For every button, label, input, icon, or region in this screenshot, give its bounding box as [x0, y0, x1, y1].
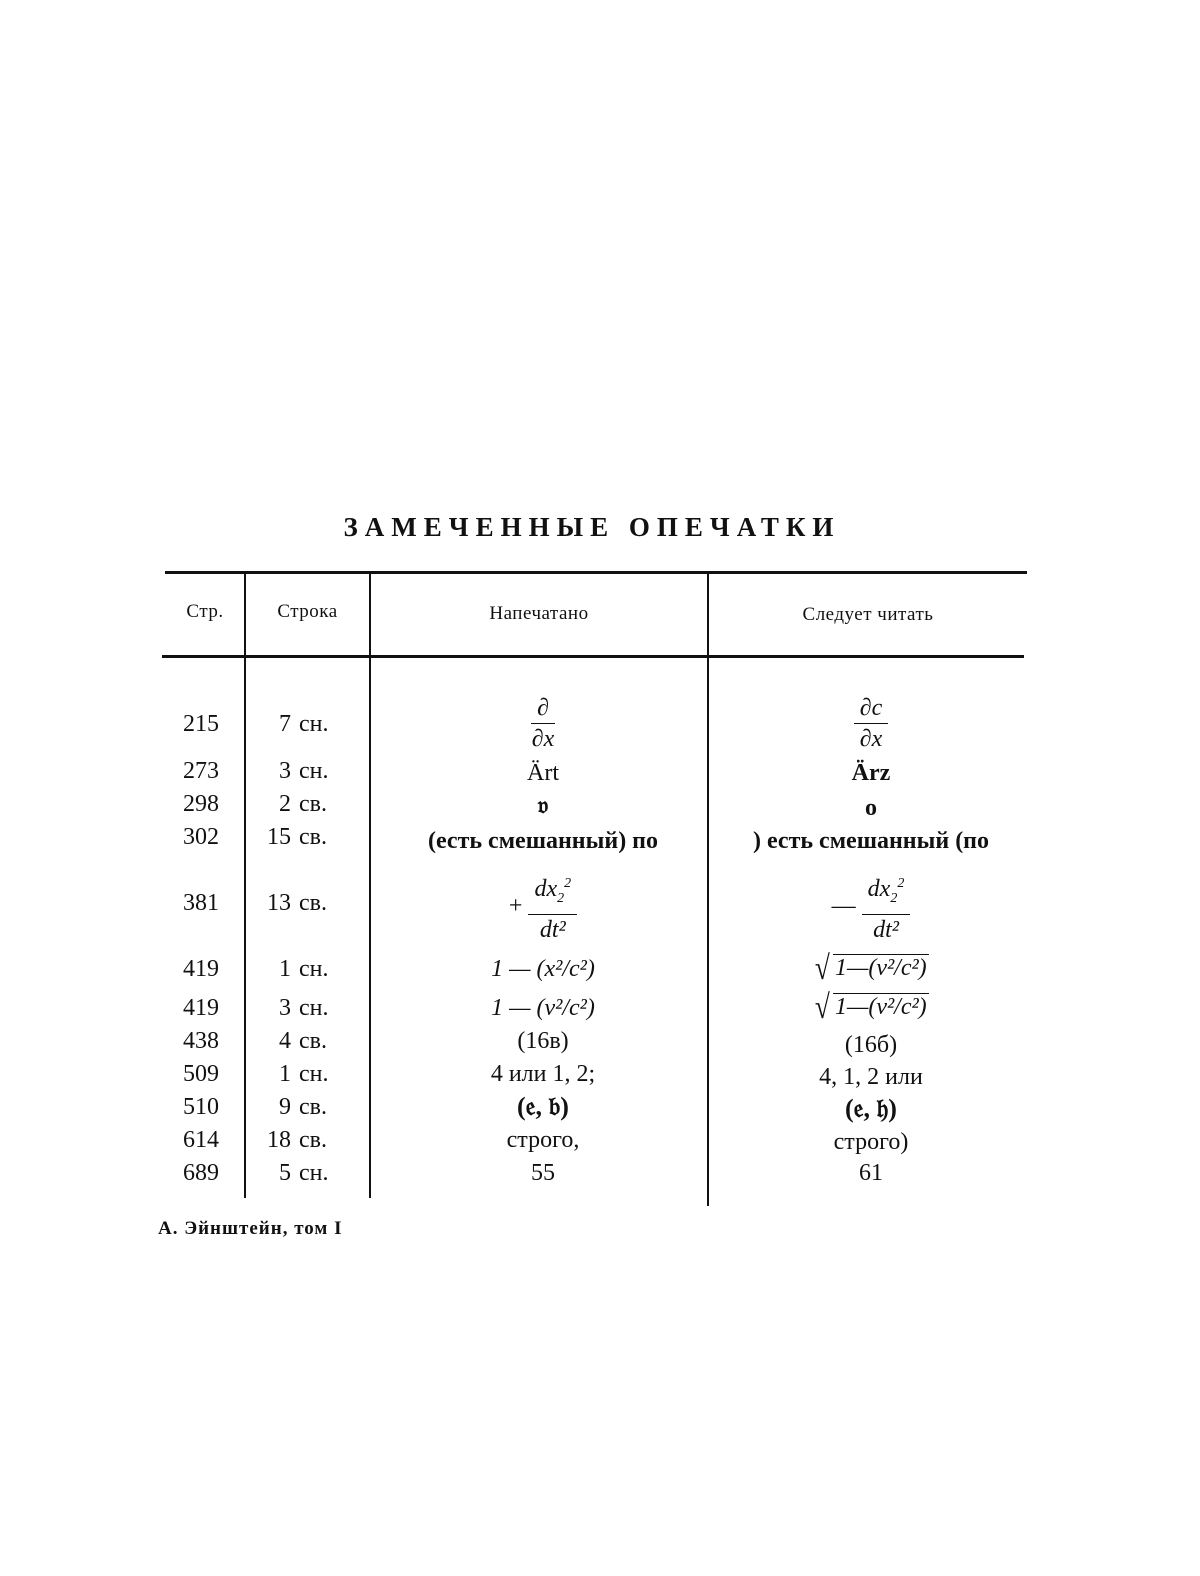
table-row-read: строго) [833, 1129, 909, 1155]
table-row-printed: строго, [506, 1127, 580, 1153]
column-divider [369, 574, 371, 1198]
numerator-base: dx [534, 876, 558, 902]
table-row-page: 419 [183, 995, 219, 1021]
header-read: Следует читать [802, 604, 934, 625]
square-root-sign: √ [815, 989, 831, 1026]
fraction-denominator: ∂x [859, 726, 883, 752]
line-direction: св. [299, 1127, 327, 1153]
table-row-line [255, 1028, 355, 1055]
radicand: 1—(v²/c²) [834, 993, 927, 1020]
table-row-printed [378, 870, 708, 944]
fraction-denominator: dt² [539, 916, 566, 943]
line-direction: сн. [299, 758, 329, 784]
fraction-numerator: ∂ [531, 694, 555, 724]
line-direction: св. [299, 824, 327, 850]
table-top-rule [165, 571, 1027, 574]
table-row-page: 298 [183, 791, 219, 817]
table-row-read [712, 989, 1030, 1027]
superscript: 2 [897, 876, 905, 891]
table-row-printed [378, 694, 708, 753]
table-row-read: ) есть смешанный (по [752, 828, 990, 854]
line-direction: св. [299, 791, 327, 817]
table-row-page: 614 [183, 1127, 219, 1153]
fraction [531, 694, 555, 753]
table-row-printed: 𝔳 [537, 793, 549, 819]
table-row-read: 4, 1, 2 или [819, 1064, 923, 1090]
table-row-page: 419 [183, 956, 219, 982]
subscript: 2 [557, 890, 565, 906]
fraction-denominator: dt² [873, 916, 899, 943]
table-row-printed: 55 [531, 1160, 555, 1186]
table-row-read: 61 [859, 1160, 883, 1186]
table-row-line [255, 995, 355, 1022]
line-number: 4 [279, 1028, 291, 1054]
table-row-read: (𝔢, 𝔥) [845, 1094, 897, 1123]
line-direction: св. [299, 1094, 327, 1120]
line-direction: св. [299, 1028, 327, 1054]
table-row-page: 302 [183, 824, 219, 850]
sign: — [831, 893, 856, 920]
line-number: 15 [267, 824, 291, 850]
table-row-read: о [865, 795, 877, 821]
line-number: 3 [279, 995, 291, 1021]
table-row-page: 689 [183, 1160, 219, 1186]
header-page: Стр. [186, 601, 224, 622]
table-row-page: 215 [183, 711, 219, 737]
page-title: ЗАМЕЧЕННЫЕ ОПЕЧАТКИ [343, 512, 841, 542]
line-direction: сн. [299, 995, 329, 1021]
header-line: Строка [277, 601, 338, 622]
table-row-line [255, 1061, 355, 1088]
square-root-sign: √ [815, 950, 831, 987]
numerator-base: dx [867, 876, 891, 902]
table-row-line [255, 758, 355, 785]
table-row-line [255, 1160, 355, 1187]
fraction-denominator: ∂x [531, 726, 555, 752]
line-number: 18 [267, 1127, 291, 1153]
table-row-line [255, 824, 355, 851]
line-direction: сн. [299, 956, 329, 982]
line-direction: сн. [299, 1160, 329, 1186]
line-number: 13 [267, 890, 291, 916]
table-row-line [255, 711, 355, 738]
fraction [854, 694, 889, 753]
header-printed: Напечатано [489, 603, 589, 624]
table-row-line [255, 956, 355, 983]
column-divider [244, 574, 246, 1198]
line-number: 5 [279, 1160, 291, 1186]
line-number: 2 [279, 791, 291, 817]
line-direction: сн. [299, 711, 329, 737]
table-header-rule [162, 655, 1024, 658]
subscript: 2 [890, 890, 898, 906]
table-row-page: 510 [183, 1094, 219, 1120]
table-row-read [712, 694, 1030, 753]
line-number: 1 [279, 956, 291, 982]
table-row-printed: (𝔢, 𝔟) [517, 1092, 569, 1121]
radicand: 1—(v²/c²) [834, 954, 927, 981]
table-row-printed: Ärt [527, 760, 559, 786]
sign: + [508, 893, 523, 920]
line-direction: сн. [299, 1061, 329, 1087]
line-number: 9 [279, 1094, 291, 1120]
fraction [528, 870, 577, 944]
table-row-printed: (есть смешанный) по [427, 828, 659, 854]
table-row-read: Ärz [851, 760, 891, 786]
table-row-printed: 4 или 1, 2; [490, 1061, 596, 1087]
table-row-printed: 1 — (v²/c²) [491, 995, 595, 1021]
footer-signature: А. Эйнштейн, том I [158, 1218, 343, 1239]
line-number: 7 [279, 711, 291, 737]
table-row-read: (16б) [844, 1032, 898, 1058]
table-row-page: 381 [183, 890, 219, 916]
table-row-read [712, 950, 1030, 988]
fraction-numerator: ∂c [854, 694, 889, 724]
table-row-page: 273 [183, 758, 219, 784]
table-row-line [255, 1094, 355, 1121]
table-row-line [255, 791, 355, 818]
fraction-numerator [528, 870, 577, 915]
table-row-printed: 1 — (x²/c²) [491, 956, 595, 982]
table-row-read [712, 870, 1030, 944]
line-direction: св. [299, 890, 327, 916]
line-number: 1 [279, 1061, 291, 1087]
fraction-numerator [862, 870, 911, 915]
table-row-page: 438 [183, 1028, 219, 1054]
table-row-line [255, 890, 355, 917]
table-row-page: 509 [183, 1061, 219, 1087]
table-row-line [255, 1127, 355, 1154]
fraction [862, 870, 911, 944]
superscript: 2 [564, 876, 572, 891]
table-row-printed: (16в) [517, 1028, 569, 1054]
line-number: 3 [279, 758, 291, 784]
